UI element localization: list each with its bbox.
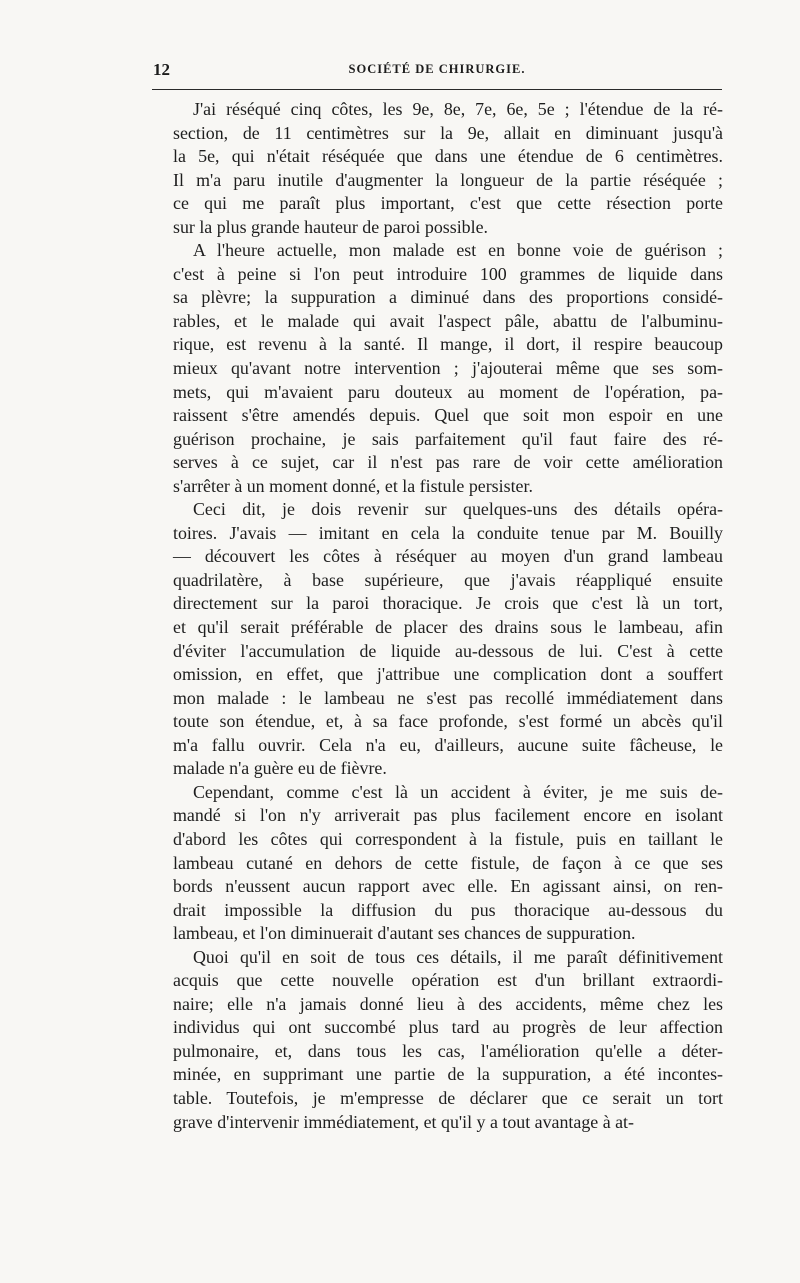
text-line: la 5e, qui n'était réséquée que dans une étendue de 6 centimètres. [173, 146, 723, 167]
running-head: SOCIÉTÉ DE CHIRURGIE. [348, 62, 526, 76]
text-line: d'éviter l'accumulation de liquide au-dessous de lui. C'est à cette [173, 640, 723, 661]
text-line: A l'heure actuelle, mon malade est en bonne voie de guérison ; [193, 240, 723, 261]
text-line: omission, en effet, que j'attribue une complication dont a souffert [173, 664, 723, 685]
paragraph [153, 98, 723, 239]
text-line: mieux qu'avant notre intervention ; j'ajouterai même que ses som- [173, 358, 723, 379]
text-line: drait impossible la diffusion du pus thoracique au-dessous du [173, 899, 723, 920]
text-line: acquis que cette nouvelle opération est d'un brillant extraordi- [173, 970, 723, 991]
paragraph [153, 498, 723, 781]
text-line: table. Toutefois, je m'empresse de déclarer que ce serait un tort [173, 1087, 723, 1108]
text-line: s'arrêter à un moment donné, et la fistule persister. [173, 475, 533, 496]
text-line: rique, est revenu à la santé. Il mange, il dort, il respire beaucoup [173, 334, 723, 355]
text-line: Quoi qu'il en soit de tous ces détails, il me paraît définitivement [193, 946, 723, 967]
text-line: c'est à peine si l'on peut introduire 100 grammes de liquide dans [173, 263, 723, 284]
text-line: Cependant, comme c'est là un accident à éviter, je me suis de- [193, 781, 723, 802]
text-line: rables, et le malade qui avait l'aspect pâle, abattu de l'albuminu- [173, 310, 723, 331]
text-line: grave d'intervenir immédiatement, et qu'il y a tout avantage à at- [173, 1111, 634, 1132]
paragraph [153, 239, 723, 498]
page-header [153, 60, 721, 84]
text-line: bords n'eussent aucun rapport avec elle. En agissant ainsi, on ren- [173, 876, 723, 897]
text-line: d'abord les côtes qui correspondent à la fistule, puis en taillant le [173, 828, 723, 849]
text-line: section, de 11 centimètres sur la 9e, allait en diminuant jusqu'à [173, 122, 723, 143]
text-line: directement sur la paroi thoracique. Je crois que c'est là un tort, [173, 593, 723, 614]
text-line: naire; elle n'a jamais donné lieu à des accidents, même chez les [173, 993, 723, 1014]
text-line: toute son étendue, et, à sa face profonde, s'est formé un abcès qu'il [173, 711, 723, 732]
text-line: malade n'a guère eu de fièvre. [173, 758, 387, 779]
text-line: m'a fallu ouvrir. Cela n'a eu, d'ailleurs, aucune suite fâcheuse, le [173, 734, 723, 755]
text-line: mandé si l'on n'y arriverait pas plus facilement encore en isolant [173, 805, 723, 826]
text-line: minée, en supprimant une partie de la suppuration, a été incontes- [173, 1064, 723, 1085]
text-line: raissent s'être amendés depuis. Quel que soit mon espoir en une [173, 405, 723, 426]
text-line: lambeau cutané en dehors de cette fistule, de façon à ce que ses [173, 852, 723, 873]
text-line: mon malade : le lambeau ne s'est pas recollé immédiatement dans [173, 687, 723, 708]
paragraph [153, 946, 723, 1134]
text-line: J'ai réséqué cinq côtes, les 9e, 8e, 7e, 6e, 5e ; l'étendue de la ré- [193, 99, 723, 119]
text-line: toires. J'avais — imitant en cela la conduite tenue par M. Bouilly [173, 522, 723, 543]
text-line: quadrilatère, à base supérieure, que j'avais réappliqué ensuite [173, 569, 723, 590]
text-line: sur la plus grande hauteur de paroi possible. [173, 216, 488, 237]
text-line: mets, qui m'avaient paru douteux au moment de l'opération, pa- [173, 381, 723, 402]
text-line: individus qui ont succombé plus tard au progrès de leur affection [173, 1017, 723, 1038]
text-line: pulmonaire, et, dans tous les cas, l'amélioration qu'elle a déter- [173, 1040, 723, 1061]
text-line: — découvert les côtes à réséquer au moyen d'un grand lambeau [173, 546, 723, 567]
body-text [153, 98, 723, 1134]
text-line: guérison prochaine, je sais parfaitement qu'il faut faire des ré- [173, 428, 723, 449]
text-line: ce qui me paraît plus important, c'est que cette résection porte [173, 193, 723, 214]
text-line: lambeau, et l'on diminuerait d'autant ses chances de suppuration. [173, 923, 636, 944]
paragraph [153, 781, 723, 946]
page-number: 12 [153, 60, 170, 79]
text-line: sa plèvre; la suppuration a diminué dans des proportions considé- [173, 287, 723, 308]
text-line: serves à ce sujet, car il n'est pas rare de voir cette amélioration [173, 452, 723, 473]
text-line: Il m'a paru inutile d'augmenter la longueur de la partie réséquée ; [173, 169, 723, 190]
text-line: Ceci dit, je dois revenir sur quelques-uns des détails opéra- [193, 499, 723, 520]
text-line: et qu'il serait préférable de placer des drains sous le lambeau, afin [173, 617, 723, 638]
header-rule [152, 89, 722, 90]
